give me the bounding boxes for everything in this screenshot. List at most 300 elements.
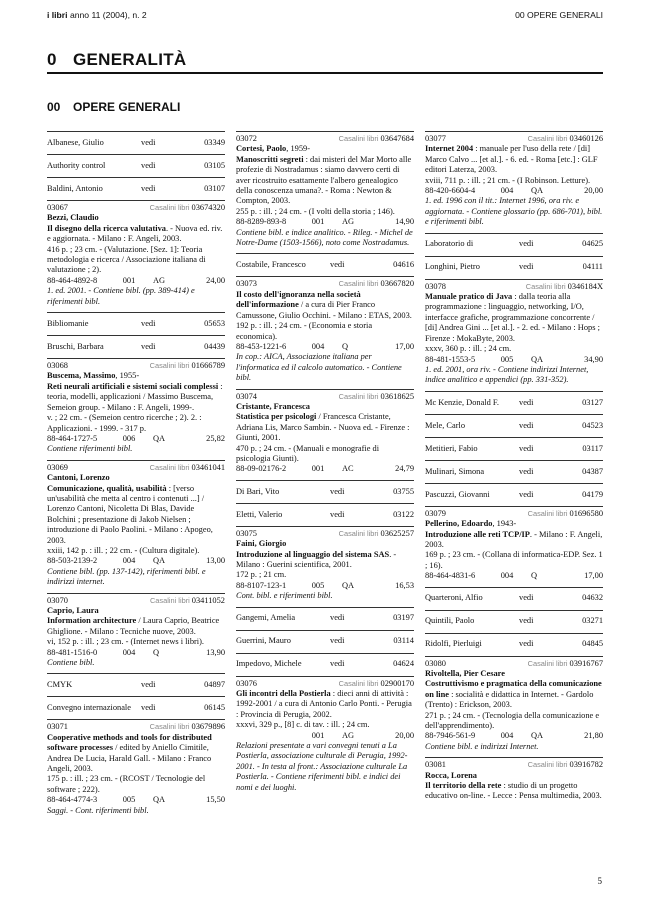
xref-name: Bruschi, Barbara	[47, 341, 104, 351]
entry-number: 03072	[236, 134, 257, 143]
entry-nr: 004	[500, 186, 514, 196]
entry-code: QA	[342, 580, 355, 590]
casalini-code: 03916782	[569, 760, 603, 770]
entry-order-line	[47, 648, 225, 658]
xref-name: Di Bari, Vito	[236, 486, 280, 496]
catalog-entry	[425, 757, 603, 807]
entry-price: 24,79	[395, 464, 414, 474]
xref-name: Costabile, Francesco	[236, 260, 306, 270]
cross-reference	[425, 391, 603, 414]
xref-number: 03271	[582, 616, 603, 626]
entry-price: 21,80	[584, 731, 603, 741]
entry-description: xxiii, 142 p. : ill. ; 22 cm. - (Cultura digitale).	[47, 545, 200, 555]
catalog-entry	[425, 506, 603, 587]
entry-description: 271 p. ; 24 cm. - (Tecnologia della comunicazione e dell'apprendimento).	[425, 710, 600, 730]
entry-title: Comunicazione, qualità, usabilità	[47, 483, 167, 493]
casalini-label: Casalini libri	[149, 203, 190, 212]
xref-number: 05653	[204, 318, 225, 328]
cross-reference	[236, 630, 414, 653]
catalog-entry	[47, 200, 225, 312]
casalini-label: Casalini libri	[338, 134, 379, 143]
entry-isbn: 88-453-1221-6	[236, 341, 287, 351]
entry-code: QA	[153, 433, 166, 443]
xref-vedi: vedi	[330, 636, 345, 646]
entry-description: v. ; 22 cm. - (Semeion centro ricerche ; 2). 2. : Applicazioni. - 1999. - 317 p.	[47, 413, 202, 433]
entry-title: Introduzione al linguaggio del sistema SAS	[236, 549, 390, 559]
cross-reference	[425, 483, 603, 506]
casalini-label: Casalini libri	[149, 722, 190, 732]
header-section: 00 OPERE GENERALI	[515, 10, 603, 20]
catalog-entry	[236, 131, 414, 253]
entry-author: Cortesi, Paolo	[236, 144, 287, 154]
entry-author: Bezzi, Claudio	[47, 213, 99, 223]
entry-number: 03070	[47, 595, 68, 605]
catalog-entry	[236, 276, 414, 388]
cross-reference	[236, 653, 414, 676]
cross-reference	[47, 696, 225, 719]
issue-info: anno 11 (2004), n. 2	[69, 10, 147, 20]
entry-code: QA	[153, 795, 166, 805]
entry-note: 1. ed. 2001, ora riv. - Contiene indirizzi Internet, indice analitico e appendici (pp. 331-352).	[425, 364, 589, 385]
xref-name: Eletti, Valerio	[236, 509, 283, 519]
entry-imprint: . - Milano : F. Angeli, 2003.	[425, 529, 603, 549]
entry-nr: 001	[311, 217, 325, 227]
entry-order-line	[425, 355, 603, 365]
entry-nr: 001	[311, 730, 325, 740]
entry-code: QA	[531, 186, 544, 196]
entry-price: 20,00	[395, 730, 414, 740]
xref-number: 04624	[393, 659, 414, 669]
casalini-code: 0346184X	[567, 281, 603, 291]
casalini-code: 01666789	[191, 361, 225, 371]
chapter-number: 0	[47, 50, 57, 69]
xref-number: 04625	[582, 239, 603, 249]
entry-imprint: : socialità e didattica in Internet. - Gardolo (Trento) : Erickson, 2003.	[425, 689, 594, 710]
cross-reference	[47, 673, 225, 696]
entry-isbn: 88-481-1553-5	[425, 354, 476, 364]
journal-name: i libri	[47, 10, 68, 20]
xref-number: 03117	[582, 443, 603, 453]
xref-name: Quarteroni, Alfio	[425, 593, 483, 603]
xref-name: Albanese, Giulio	[47, 137, 104, 147]
entry-description: 172 p. ; 21 cm.	[236, 570, 287, 580]
entry-order-line	[47, 434, 225, 444]
entry-isbn: 88-503-2139-2	[47, 556, 98, 566]
entry-price: 34,90	[584, 354, 603, 364]
entry-nr: 001	[311, 464, 325, 474]
entry-title: Manuale pratico di Java	[425, 292, 513, 302]
xref-vedi: vedi	[141, 183, 156, 193]
cross-reference	[425, 256, 603, 279]
xref-vedi: vedi	[141, 160, 156, 170]
entry-description: 255 p. : ill. ; 24 cm. - (I volti della storia ; 146).	[236, 206, 395, 216]
xref-vedi: vedi	[330, 659, 345, 669]
entry-imprint: . - Nuova ed. riv. e aggiornata. - Milano : F. Angeli, 2003.	[47, 223, 223, 244]
entry-note: Cont. bibl. e riferimenti bibl.	[236, 591, 333, 601]
casalini-label: Casalini libri	[527, 508, 568, 518]
entry-isbn: 88-464-4892-8	[47, 275, 98, 285]
xref-number: 04179	[582, 489, 603, 499]
casalini-label: Casalini libri	[149, 361, 190, 371]
entry-author: Buscema, Massimo	[47, 371, 116, 381]
entry-imprint: : manuale per l'uso della rete / [di] Marco Calvo ... [et al.]. - 6. ed. - Roma [etc.] : GLF editori Laterza, 2003.	[425, 144, 598, 175]
entry-note: Contiene bibl.	[47, 658, 95, 668]
entry-price: 13,90	[206, 647, 225, 657]
entry-title: Statistica per psicologi	[236, 412, 317, 422]
entry-note: 1. ed. 1996 con il tit.: Internet 1996, ora riv. e aggiornata. - Contiene glossario (pp. 686-701), bibl. e riferimenti bibl.	[425, 196, 603, 227]
entry-imprint: : dieci anni di attività : 1992-2001 / a cura di Antonio Carlo Ponti. - Perugia : Provincia di Perugia, 2002.	[236, 689, 412, 719]
cross-reference	[47, 154, 225, 177]
entry-imprint: : studio di un progetto educativo on-line. - Lecce : Pensa multimedia, 2003.	[425, 781, 602, 801]
cross-reference	[425, 233, 603, 256]
xref-name: Authority control	[47, 160, 106, 170]
entry-code: QA	[531, 731, 544, 741]
entry-order-line	[236, 342, 414, 352]
entry-note: 1. ed. 2001. - Contiene bibl. (pp. 389-414) e riferimenti bibl.	[47, 286, 195, 306]
xref-number: 03755	[393, 486, 414, 496]
catalog-entry	[47, 593, 225, 674]
entry-number: 03067	[47, 203, 68, 212]
entry-price: 15,50	[206, 795, 225, 805]
entry-nr: 004	[500, 731, 514, 741]
entry-price: 17,00	[584, 571, 603, 581]
entry-description: 416 p. ; 23 cm. - (Valutazione. [Sez. 1]: Teoria metodologia e ricerca / Associazione italiana di valutazione ; 2).	[47, 244, 206, 275]
catalog-entry	[236, 676, 414, 798]
entry-number: 03075	[236, 528, 257, 538]
xref-name: Pascuzzi, Giovanni	[425, 489, 490, 499]
casalini-label: Casalini libri	[527, 658, 568, 668]
entry-imprint: : [verso un'usabilità che metta al centro i contenuti ...] / Lorenzo Cantoni, Nicoletta Di Blas, Davide Bolchini ; presentazione di Jakob Nielsen ; introduzione di Paolo Paolini. - Milano : Apogeo, 2003.	[47, 483, 213, 545]
cross-reference	[236, 607, 414, 630]
entry-note: In cop.: AICA, Associazione italiana per l'informatica ed il calcolo automatico. - Contiene bibl.	[236, 352, 402, 383]
entry-code: Q	[531, 571, 538, 581]
entry-number: 03073	[236, 279, 257, 289]
xref-vedi: vedi	[519, 443, 534, 453]
xref-vedi: vedi	[519, 420, 534, 430]
catalog-entry	[425, 656, 603, 758]
entry-title: Il territorio della rete	[425, 781, 502, 791]
xref-name: Guerrini, Mauro	[236, 636, 291, 646]
xref-number: 03349	[204, 137, 225, 147]
xref-name: Laboratorio di	[425, 239, 474, 249]
xref-vedi: vedi	[141, 703, 156, 713]
entry-nr: 006	[122, 433, 136, 443]
catalog-entry	[425, 279, 603, 391]
entry-isbn: 88-464-4774-3	[47, 795, 98, 805]
xref-vedi: vedi	[141, 137, 156, 147]
entry-nr: 001	[122, 275, 136, 285]
entry-description: vi, 152 p. : ill. ; 23 cm. - (Internet news i libri).	[47, 637, 205, 647]
cross-reference	[425, 633, 603, 656]
entry-title: Costruttivismo e pragmatica della comunicazione on line	[425, 679, 602, 699]
xref-name: CMYK	[47, 680, 73, 690]
entry-nr: 005	[500, 354, 514, 364]
entry-number: 03078	[425, 281, 446, 291]
entry-order-line	[425, 571, 603, 581]
entry-number: 03080	[425, 658, 446, 668]
entry-title: Cooperative methods and tools for distributed software processes	[47, 732, 212, 753]
xref-name: Impedovo, Michele	[236, 659, 302, 669]
casalini-code: 03461041	[191, 462, 225, 472]
entry-code: Q	[342, 341, 349, 351]
page-number: 5	[597, 876, 602, 886]
entry-isbn: 88-8107-123-1	[236, 580, 287, 590]
entry-order-line	[47, 795, 225, 805]
entry-imprint: / edited by Aniello Cimitile, Andrea De Lucia, Harald Gall. - Milano : Franco Angeli, 2003.	[47, 743, 212, 774]
xref-number: 04616	[393, 260, 414, 270]
entry-author: Caprio, Laura	[47, 606, 99, 615]
xref-number: 06145	[204, 703, 225, 713]
entry-code: AG	[342, 730, 355, 740]
xref-number: 04632	[582, 593, 603, 603]
xref-number: 03107	[204, 183, 225, 193]
entry-author: Faini, Giorgio	[236, 539, 287, 549]
entry-isbn	[236, 731, 294, 741]
entry-imprint: : dalla teoria alla programmazione : linguaggio, networking, I/O, interfacce grafiche, programmazione concorrente / [di] Andrea Gini ... [et al.]. - 2. ed. - Milano : Hops ; Firenze : MokaByte, 2003.	[425, 292, 600, 343]
xref-name: Longhini, Pietro	[425, 262, 480, 272]
entry-author: Cantoni, Lorenzo	[47, 473, 110, 483]
entry-number: 03071	[47, 722, 68, 732]
xref-name: Mele, Carlo	[425, 420, 466, 430]
casalini-label: Casalini libri	[149, 462, 190, 472]
catalog-entry	[236, 526, 414, 607]
entry-imprint: / Laura Caprio, Beatrice Ghiglione. - Milano : Tecniche nuove, 2003.	[47, 616, 220, 636]
xref-vedi: vedi	[141, 680, 156, 690]
entry-nr: 005	[311, 580, 325, 590]
entry-number: 03079	[425, 508, 446, 518]
entry-nr: 004	[311, 341, 325, 351]
casalini-label: Casalini libri	[527, 760, 568, 770]
xref-number: 03127	[582, 397, 603, 407]
entry-author-dates: , 1955-	[115, 371, 140, 381]
entry-nr: 005	[122, 795, 136, 805]
entry-nr: 004	[500, 571, 514, 581]
entry-title: Il disegno della ricerca valutativa	[47, 223, 166, 233]
xref-number: 03114	[393, 636, 414, 646]
chapter-title: GENERALITÀ	[73, 50, 187, 69]
xref-vedi: vedi	[141, 341, 156, 351]
entry-number: 03069	[47, 462, 68, 472]
entry-isbn: 88-420-6604-4	[425, 186, 476, 196]
casalini-code: 03647684	[380, 134, 414, 143]
xref-name: Quintili, Paolo	[425, 616, 475, 626]
entry-description: 169 p. ; 23 cm. - (Collana di informatica-EDP. Sez. 1 ; 16).	[425, 550, 603, 570]
entry-note: Contiene bibl. e indirizzi Internet.	[425, 741, 539, 751]
entry-description: xxxv, 360 p. : ill. ; 24 cm.	[425, 344, 512, 354]
xref-vedi: vedi	[330, 509, 345, 519]
xref-number: 04439	[204, 341, 225, 351]
entry-order-line	[236, 731, 414, 741]
section-heading	[47, 100, 180, 114]
entry-number: 03068	[47, 361, 68, 371]
entry-title: Gli incontri della Postierla	[236, 689, 331, 699]
entry-description: 192 p. : ill. ; 24 cm. - (Economia e storia economica).	[236, 321, 373, 341]
xref-vedi: vedi	[519, 639, 534, 649]
cross-reference	[425, 460, 603, 483]
entry-order-line	[425, 731, 603, 741]
casalini-code: 03679896	[191, 722, 225, 732]
entry-price: 20,00	[584, 186, 603, 196]
entry-code: AC	[342, 464, 354, 474]
column-3	[425, 131, 603, 807]
entry-order-line	[47, 276, 225, 286]
xref-name: Ridolfi, Pierluigi	[425, 639, 482, 649]
entry-price: 16,53	[395, 580, 414, 590]
casalini-label: Casalini libri	[527, 134, 568, 143]
entry-order-line	[236, 581, 414, 591]
section-title: OPERE GENERALI	[73, 100, 181, 114]
section-number: 00	[47, 100, 61, 114]
entry-isbn: 88-464-4831-6	[425, 571, 476, 581]
entry-imprint: : teoria, modelli, applicazioni / Massimo Buscema, Semeion group. - Milano : F. Angeli, 1999-.	[47, 381, 223, 412]
casalini-label: Casalini libri	[338, 678, 379, 688]
cross-reference	[425, 610, 603, 633]
xref-vedi: vedi	[519, 489, 534, 499]
entry-title: Internet 2004	[425, 144, 474, 154]
xref-name: Baldini, Antonio	[47, 183, 103, 193]
entry-order-line	[425, 186, 603, 196]
entry-order-line	[47, 556, 225, 566]
catalog-entry	[425, 131, 603, 233]
entry-description: xxxvi, 329 p., [8] c. di tav. : ill. ; 24 cm.	[236, 720, 370, 730]
xref-name: Bibliomanie	[47, 318, 89, 328]
xref-name: Gangemi, Amelia	[236, 613, 296, 623]
casalini-label: Casalini libri	[338, 528, 379, 538]
chapter-heading	[47, 50, 603, 74]
entry-description: 175 p. : ill. ; 23 cm. - (RCOST / Tecnologie del software ; 222).	[47, 774, 206, 794]
cross-reference	[236, 480, 414, 503]
casalini-code: 02900170	[380, 678, 414, 688]
entry-title: Manoscritti segreti	[236, 154, 304, 164]
entry-number: 03074	[236, 391, 257, 401]
entry-price: 14,90	[395, 217, 414, 227]
casalini-label: Casalini libri	[338, 391, 379, 401]
entry-price: 25,82	[206, 433, 225, 443]
casalini-code: 03667820	[380, 279, 414, 289]
entry-author: Cristante, Francesca	[236, 401, 310, 411]
casalini-code: 03411052	[191, 595, 225, 605]
xref-vedi: vedi	[519, 397, 534, 407]
entry-isbn: 88-7946-561-9	[425, 731, 476, 741]
entry-title: Introduzione alle reti TCP/IP	[425, 529, 530, 539]
xref-vedi: vedi	[519, 466, 534, 476]
entry-note: Contiene bibl. e indice analitico. - Rileg. - Michel de Notre-Dame (1503-1566), noto come Nostradamus.	[236, 227, 413, 248]
casalini-code: 01696580	[569, 508, 603, 518]
entry-isbn: 88-464-1727-5	[47, 433, 98, 443]
entry-author-dates: , 1959-	[286, 144, 310, 154]
cross-reference	[425, 587, 603, 610]
xref-vedi: vedi	[330, 613, 345, 623]
entry-isbn: 88-09-02176-2	[236, 464, 287, 474]
xref-number: 04845	[582, 639, 603, 649]
xref-number: 04387	[582, 466, 603, 476]
entry-nr: 004	[122, 647, 136, 657]
xref-vedi: vedi	[141, 318, 156, 328]
catalog-entry	[47, 358, 225, 460]
column-1	[47, 131, 225, 821]
xref-vedi: vedi	[519, 616, 534, 626]
entry-isbn: 88-8289-893-8	[236, 217, 287, 227]
xref-vedi: vedi	[519, 262, 534, 272]
entry-title: Reti neurali artificiali e sistemi sociali complessi	[47, 381, 219, 391]
entry-order-line	[236, 464, 414, 474]
entry-nr: 004	[122, 556, 136, 566]
cross-reference	[236, 253, 414, 276]
cross-reference	[425, 437, 603, 460]
entry-description: 470 p. ; 24 cm. - (Manuali e monografie di psicologia Giunti).	[236, 443, 380, 463]
cross-reference	[47, 177, 225, 200]
entry-imprint: : dai misteri del Mar Morto alle profezie di Nostradamus : siamo davvero certi di aver ricostruito esattamente l'albero genealogico della conoscenza umana?. - Roma : Newton & Compton, 2003.	[236, 154, 412, 206]
entry-imprint: . - Milano : Guerini scientifica, 2001.	[236, 549, 397, 569]
casalini-code: 03916767	[569, 658, 603, 668]
entry-price: 13,00	[206, 556, 225, 566]
catalog-entry	[236, 389, 414, 480]
entry-description: xviii, 711 p. : ill. ; 21 cm. - (I Robinson. Letture).	[425, 175, 591, 185]
entry-code: AG	[342, 217, 355, 227]
entry-imprint: / Francesca Cristante, Adriana Lis, Marco Sambin. - Nuova ed. - Firenze : Giunti, 2001.	[236, 412, 410, 443]
casalini-code: 03625257	[380, 528, 414, 538]
xref-number: 04897	[204, 680, 225, 690]
xref-number: 03197	[393, 613, 414, 623]
xref-vedi: vedi	[519, 239, 534, 249]
entry-number: 03081	[425, 760, 446, 770]
entry-price: 17,00	[395, 341, 414, 351]
cross-reference	[425, 414, 603, 437]
casalini-code: 03460126	[569, 134, 603, 143]
entry-isbn: 88-481-1516-0	[47, 647, 98, 657]
casalini-label: Casalini libri	[149, 595, 190, 605]
cross-reference	[47, 312, 225, 335]
column-2	[236, 131, 414, 798]
entry-author: Pellerino, Edoardo	[425, 519, 493, 529]
entry-number: 03077	[425, 134, 446, 143]
entry-note: Contiene bibl. (pp. 137-142), riferimenti bibl. e indirizzi internet.	[47, 566, 206, 587]
entry-note: Contiene riferimenti bibl.	[47, 444, 133, 454]
casalini-label: Casalini libri	[525, 281, 566, 291]
entry-title: Il costo dell'ignoranza nella società dell'informazione	[236, 289, 361, 310]
entry-note: Relazioni presentate a vari convegni tenuti a La Postierla, associazione culturale di Perugia, 1992-2001. - In testa al front.: Associazione culturale La Postierla. - Contiene riferimenti bibl. e indici dei nomi e dei luoghi.	[236, 741, 408, 792]
catalog-entry	[47, 719, 225, 821]
xref-name: Metitieri, Fabio	[425, 443, 478, 453]
cross-reference	[47, 335, 225, 358]
entry-number: 03076	[236, 678, 257, 688]
entry-price: 24,00	[206, 275, 225, 285]
xref-vedi: vedi	[519, 593, 534, 603]
entry-author-dates: , 1943-	[492, 519, 517, 529]
cross-reference	[236, 503, 414, 526]
entry-title: Information architecture	[47, 616, 137, 626]
entry-author: Rocca, Lorena	[425, 770, 477, 780]
catalog-entry	[47, 460, 225, 593]
xref-name: Mc Kenzie, Donald F.	[425, 397, 499, 407]
entry-note: Saggi. - Cont. riferimenti bibl.	[47, 805, 149, 815]
xref-vedi: vedi	[330, 486, 345, 496]
entry-order-line	[236, 217, 414, 227]
xref-name: Convegno internazionale	[47, 703, 131, 713]
casalini-code: 03674320	[191, 203, 225, 212]
entry-code: QA	[531, 354, 544, 364]
xref-number: 04523	[582, 420, 603, 430]
cross-reference	[47, 131, 225, 154]
entry-imprint: / a cura di Pier Franco Camussone, Giulio Occhini. - Milano : ETAS, 2003.	[236, 300, 412, 320]
xref-number: 03122	[393, 509, 414, 519]
entry-code: Q	[153, 647, 160, 657]
xref-vedi: vedi	[330, 260, 345, 270]
entry-code: AG	[153, 275, 166, 285]
xref-number: 04111	[582, 262, 603, 272]
xref-name: Mulinari, Simona	[425, 466, 485, 476]
entry-code: QA	[153, 556, 166, 566]
